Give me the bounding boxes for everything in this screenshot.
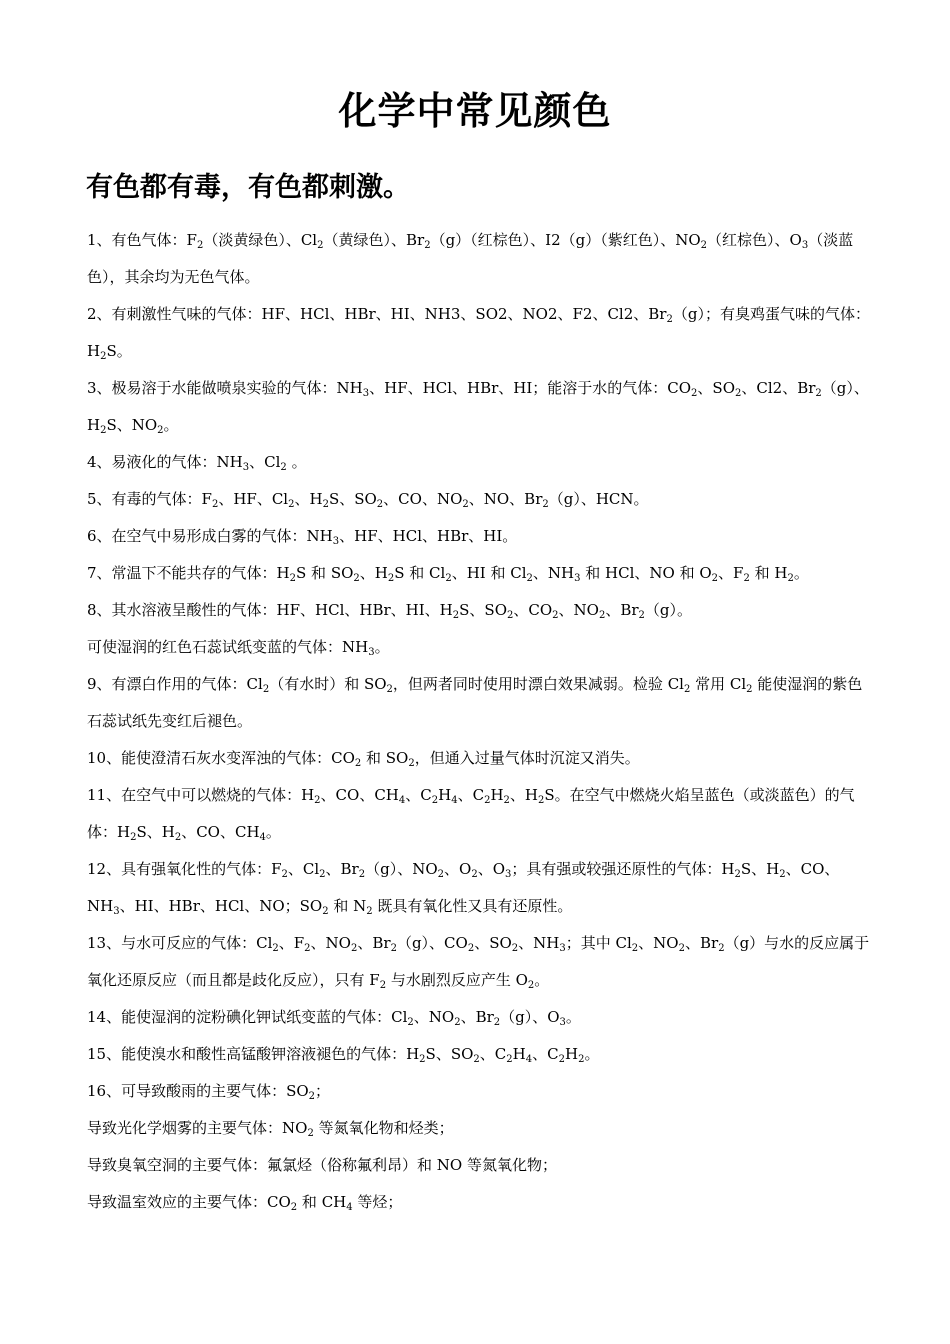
paragraph: 9、有漂白作用的气体：$Cl_2$（有水时）和 $SO_2$，但两者同时使用时漂白效果减弱。检验 $Cl_2$ 常用 $Cl_2$ 能使湿润的紫色石蕊试纸先变红后褪色。 (87, 675, 863, 730)
paragraph: 1、有色气体：$F_2$（淡黄绿色）、$Cl_2$（黄绿色）、$Br_2(g)$（红棕色）、I2（g）（紫红色）、$NO_2$（红棕色）、$O_3$（淡蓝色），其余均为无色气体。 (87, 231, 854, 286)
paragraph: 11、在空气中可以燃烧的气体：$H_2$、CO、$CH_4$、$C_2H_4$、$C_2H_2$、$H_2S$。在空气中燃烧火焰呈蓝色（或淡蓝色）的气体：$H_2S$、$H_2$、CO、$CH_4$。 (87, 786, 855, 843)
paragraph: 可使湿润的红色石蕊试纸变蓝的气体：$NH_3$。 (87, 638, 390, 658)
paragraph: 导致臭氧空洞的主要气体：氟氯烃（俗称氟利昂）和 NO 等氮氧化物； (87, 1156, 557, 1174)
paragraph: 7、常温下不能共存的气体：$H_2S$ 和 $SO_2$、$H_2S$ 和 $Cl_2$、HI 和 $Cl_2$、$NH_3$ 和 HCl、NO 和 $O_2$、$F_2$ 和 $H_2$。 (87, 564, 809, 584)
body-text (87, 222, 872, 1221)
paragraph: 14、能使湿润的淀粉碘化钾试纸变蓝的气体：$Cl_2$、$NO_2$、$Br_2(g)$、$O_3$。 (87, 1008, 581, 1028)
paragraph: 10、能使澄清石灰水变浑浊的气体：$CO_2$ 和 $SO_2$，但通入过量气体时沉淀又消失。 (87, 749, 640, 769)
paragraph: 15、能使溴水和酸性高锰酸钾溶液褪色的气体：$H_2S$、$SO_2$、$C_2H_4$、$C_2H_2$。 (87, 1045, 600, 1065)
paragraph: 16、可导致酸雨的主要气体：$SO_2$； (87, 1082, 331, 1102)
paragraph: 12、具有强氧化性的气体：$F_2$、$Cl_2$、$Br_2(g)$、$NO_2$、$O_2$、$O_3$；具有强或较强还原性的气体：$H_2S$、$H_2$、CO、$NH_3$、HI、HBr、HCl、NO；$SO_2$ 和 $N_2$ 既具有氧化性又具有还原性。 (87, 860, 840, 917)
paragraph: 导致光化学烟雾的主要气体：$NO_2$ 等氮氧化物和烃类； (87, 1119, 454, 1139)
paragraph: 5、有毒的气体：$F_2$、HF、$Cl_2$、$H_2S$、$SO_2$、CO、$NO_2$、NO、$Br_2(g)$、HCN。 (87, 490, 649, 510)
paragraph: 6、在空气中易形成白雾的气体：$NH_3$、HF、HCl、HBr、HI。 (87, 527, 518, 547)
paragraph: 8、其水溶液呈酸性的气体：HF、HCl、HBr、HI、$H_2S$、$SO_2$、$CO_2$、$NO_2$、$Br_2(g)$。 (87, 601, 693, 621)
paragraph: 3、极易溶于水能做喷泉实验的气体：$NH_3$、HF、HCl、HBr、HI；能溶于水的气体：$CO_2$、$SO_2$、Cl2、$Br_2(g)$、$H_2S$、$NO_2$。 (87, 379, 869, 436)
paragraph: 导致温室效应的主要气体：$CO_2$ 和 $CH_4$ 等烃； (87, 1193, 403, 1213)
page-title: 化学中常见颜色 (338, 89, 612, 133)
section-subtitle: 有色都有毒，有色都刺激。 (86, 172, 410, 203)
paragraph: 2、有刺激性气味的气体：HF、HCl、HBr、HI、NH3、SO2、NO2、F2、Cl2、$Br_2(g)$；有臭鸡蛋气味的气体：$H_2S$。 (87, 305, 870, 362)
paragraph: 13、与水可反应的气体：$Cl_2$、$F_2$、$NO_2$、$Br_2(g)$、$CO_2$、$SO_2$、$NH_3$；其中 $Cl_2$、$NO_2$、$Br_2(g)$与水的反应属于氧化还原反应（而且都是歧化反应），只有 $F_2$ 与水剧烈反应产生 $O_2$。 (87, 934, 870, 991)
paragraph: 4、易液化的气体：$NH_3$、$Cl_2$ 。 (87, 453, 307, 473)
